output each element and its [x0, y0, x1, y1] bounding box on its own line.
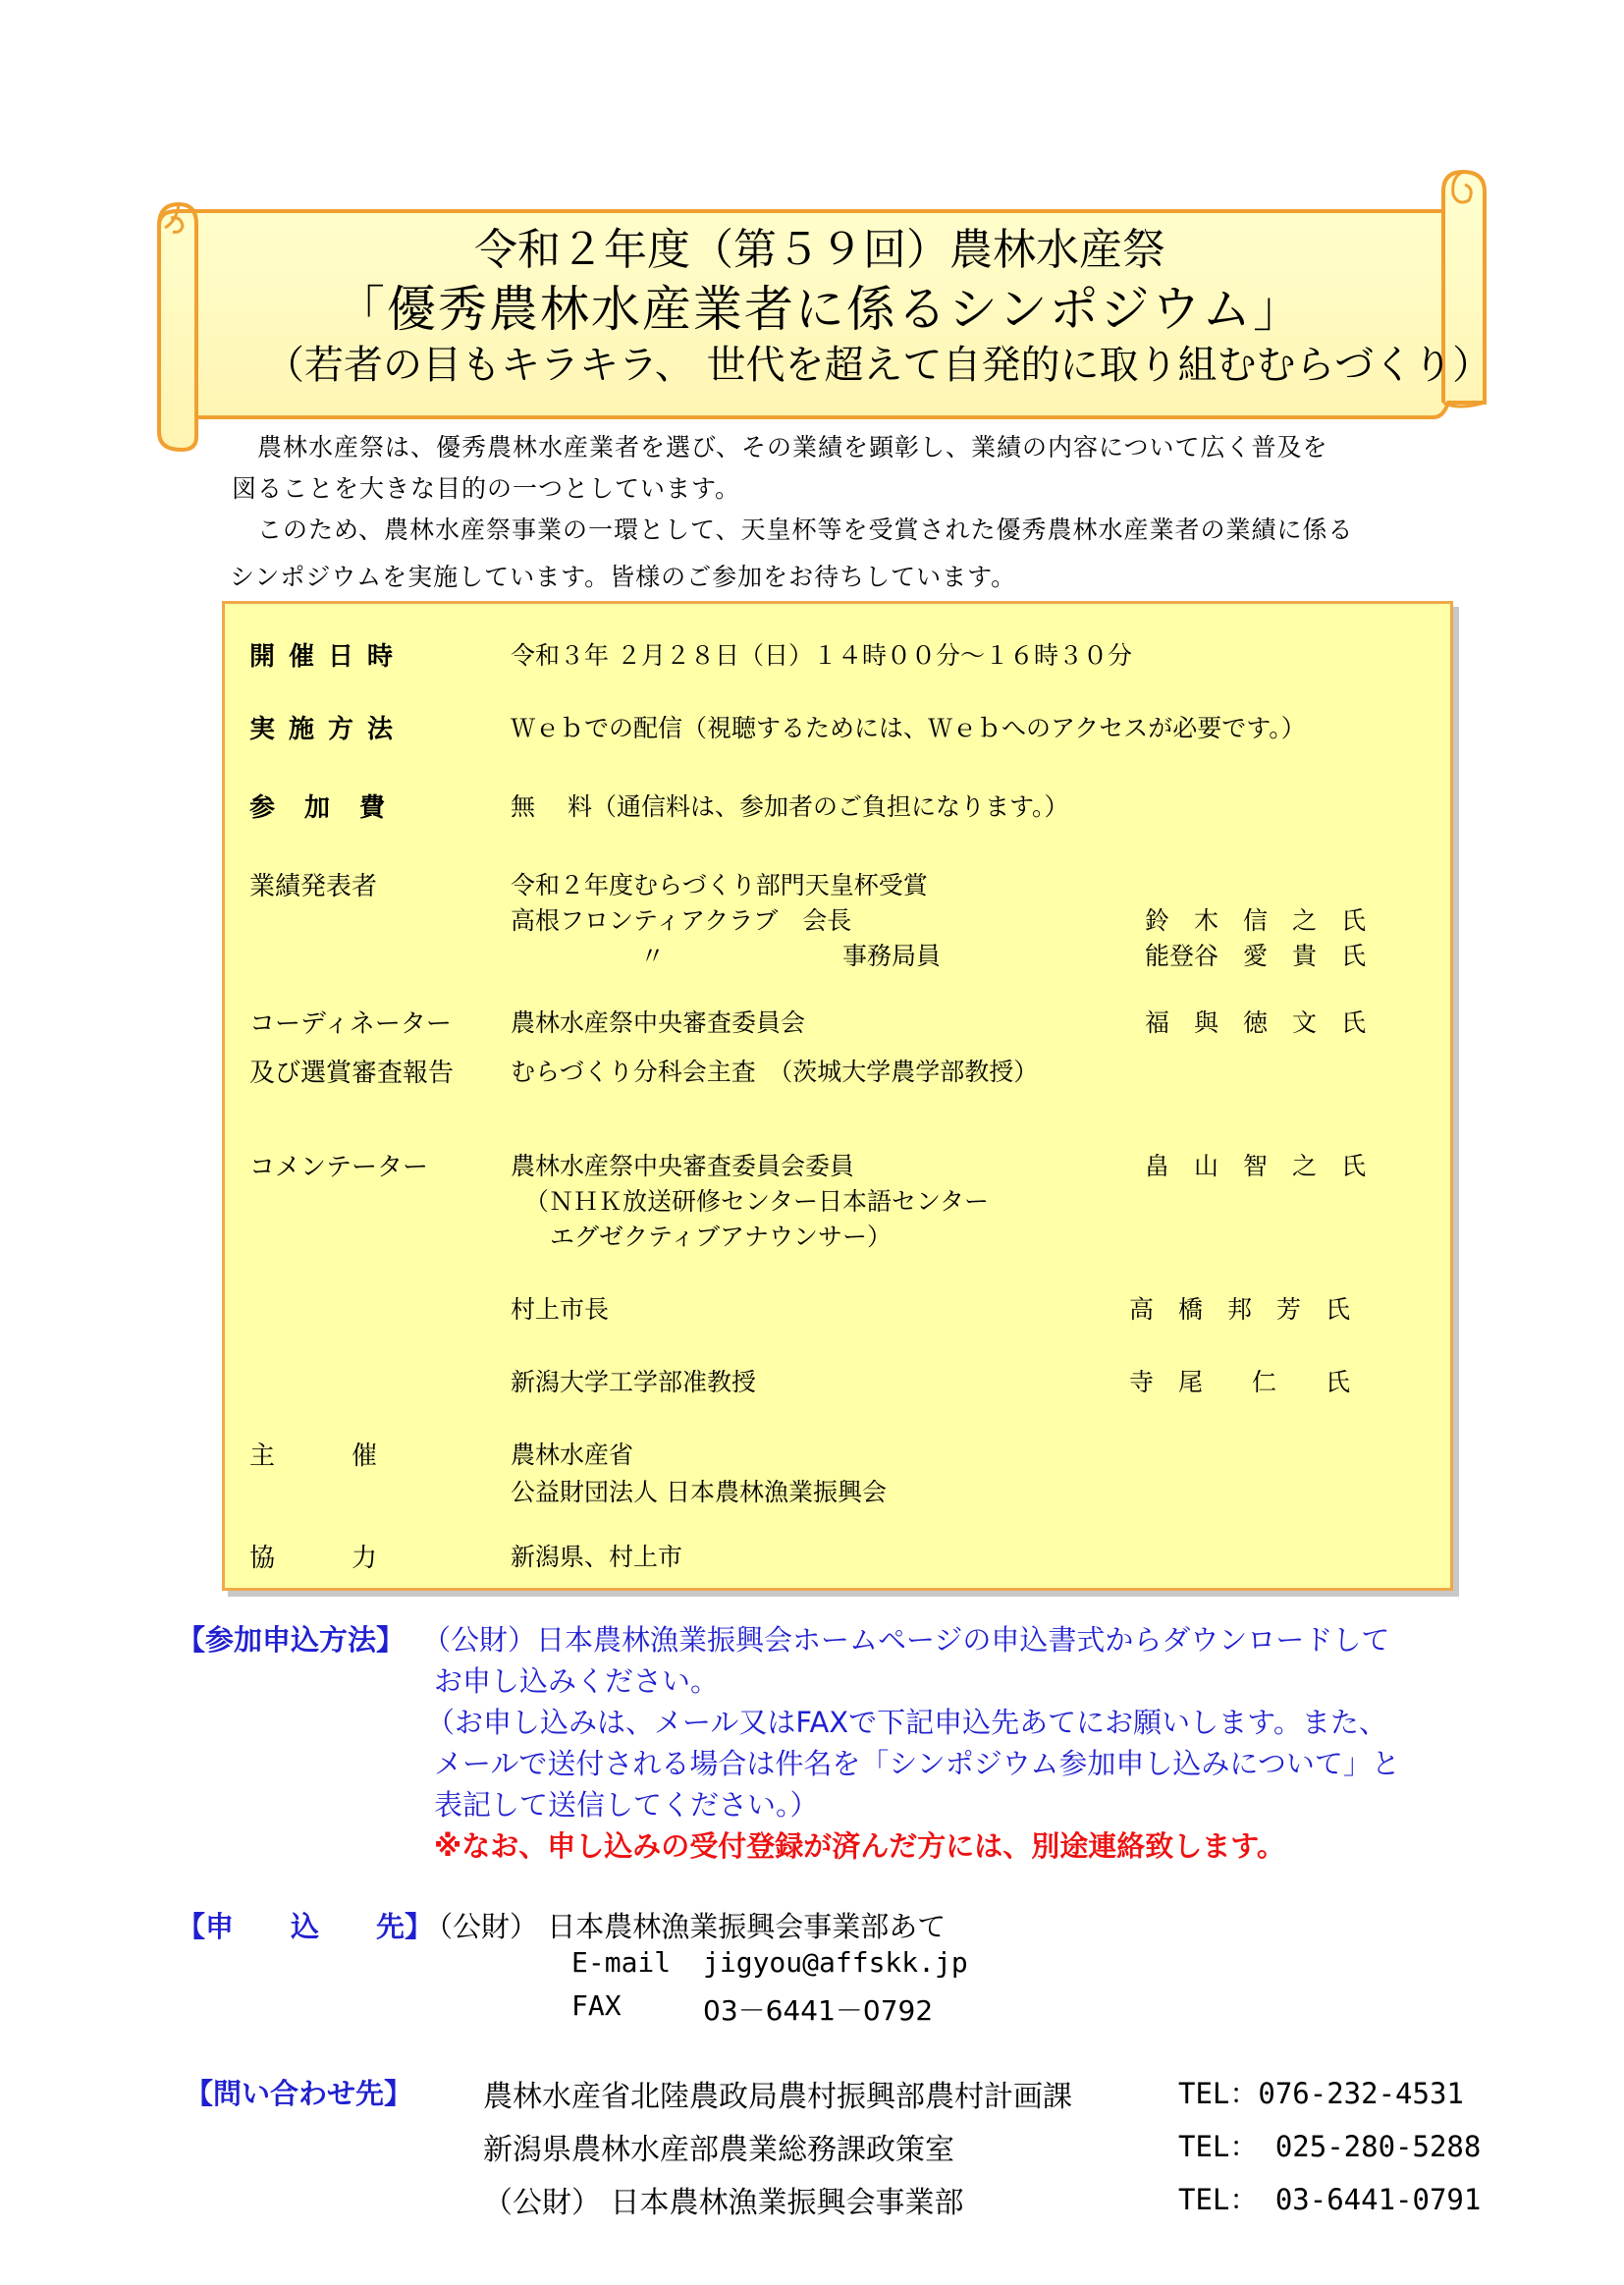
fee-label: 参加費	[249, 793, 415, 823]
banner-title-line1: 令和２年度（第５９回）農林水産祭	[474, 225, 1165, 275]
inquiry-org3: （公財） 日本農林漁業振興会事業部	[483, 2186, 964, 2220]
inquiry-org1: 農林水産省北陸農政局農村振興部農村計画課	[483, 2080, 1072, 2114]
banner-subtitle: （若者の目もキラキラ、 世代を超えて自発的に取り組むむらづくり）	[265, 343, 1492, 388]
presenter-name2: 能登谷 愛 貴 氏	[1145, 942, 1367, 970]
commentator-line1: 農林水産祭中央審査委員会委員	[511, 1152, 855, 1180]
presenter-line3: 事務局員	[842, 942, 942, 970]
fax-label: FAX	[571, 1989, 622, 2022]
destination-label: 【申 込 先】	[177, 1910, 434, 1943]
fax-number: 03－6441－0792	[703, 1994, 934, 2027]
commentator-name2: 高 橋 邦 芳 氏	[1129, 1295, 1351, 1324]
inquiry-org2: 新潟県農林水産部農業総務課政策室	[483, 2133, 954, 2167]
presenter-name1: 鈴 木 信 之 氏	[1145, 906, 1367, 935]
apply-line3: （お申し込みは、メール又はFAXで下記申込先あてにお願いします。また、	[426, 1706, 1387, 1739]
method-value: Ｗｅｂでの配信（視聴するためには、Ｗｅｂへのアクセスが必要です。）	[511, 714, 1306, 742]
commentator-name3: 寺 尾 仁 氏	[1129, 1368, 1351, 1396]
coordinator-name: 福 與 徳 文 氏	[1145, 1008, 1367, 1037]
date-value: 令和３年 ２月２８日（日）１４時００分～１６時３０分	[511, 641, 1132, 670]
email-address[interactable]: jigyou@affskk.jp	[703, 1946, 968, 1979]
inquiry-tel3: TEL： 03-6441-0791	[1178, 2183, 1482, 2216]
event-info-box	[222, 601, 1453, 1591]
apply-line4: メールで送付される場合は件名を「シンポジウム参加申し込みについて」と	[434, 1747, 1400, 1780]
inquiry-tel2: TEL： 025-280-5288	[1178, 2130, 1482, 2163]
host-line2: 公益財団法人 日本農林漁業振興会	[511, 1478, 887, 1506]
commentator-line2: （ＮＨＫ放送研修センター日本語センター	[524, 1187, 990, 1216]
banner-title-line2: 「優秀農林水産業者に係るシンポジウム」	[335, 281, 1305, 338]
host-label: 主 催	[249, 1442, 378, 1471]
presenter-ditto: 〃	[640, 942, 666, 970]
commentator-label: コメンテーター	[249, 1153, 429, 1182]
apply-line5: 表記して送信してください。）	[434, 1788, 819, 1822]
method-label: 実施方法	[249, 715, 407, 744]
apply-note: ※なお、申し込みの受付登録が済んだ方には、別途連絡致します。	[434, 1829, 1285, 1863]
coop-label: 協 力	[249, 1544, 378, 1573]
inquiry-label: 【問い合わせ先】	[185, 2077, 413, 2110]
commentator-name1: 畠 山 智 之 氏	[1145, 1152, 1367, 1180]
destination-line1: （公財） 日本農林漁業振興会事業部あて	[424, 1910, 947, 1943]
coordinator-line2: むらづくり分科会主査 （茨城大学農学部教授）	[511, 1058, 1039, 1086]
apply-line2: お申し込みください。	[434, 1664, 720, 1698]
apply-label: 【参加申込方法】	[177, 1623, 406, 1657]
apply-line1: （公財）日本農林漁業振興会ホームページの申込書式からダウンロードして	[422, 1623, 1390, 1657]
commentator-line5: 新潟大学工学部准教授	[511, 1368, 757, 1396]
coordinator-line1: 農林水産祭中央審査委員会	[511, 1008, 806, 1037]
intro-p2-line2: シンポジウムを実施しています。皆様のご参加をお待ちしています。	[230, 563, 1017, 591]
host-line1: 農林水産省	[511, 1441, 634, 1469]
intro-p1-line1: 農林水産祭は、優秀農林水産業者を選び、その業績を顕彰し、業績の内容について広く普及を	[257, 433, 1328, 462]
coordinator-label1: コーディネーター	[249, 1009, 452, 1039]
coordinator-label2: 及び選賞審査報告	[249, 1059, 455, 1088]
intro-p2-line1: このため、農林水産祭事業の一環として、天皇杯等を受賞された優秀農林水産業者の業績に係る	[257, 516, 1354, 544]
inquiry-tel1: TEL：076-232-4531	[1178, 2077, 1464, 2110]
presenter-line2: 高根フロンティアクラブ 会長	[511, 906, 852, 935]
email-label: E-mail	[571, 1946, 672, 1979]
commentator-line4: 村上市長	[511, 1295, 610, 1324]
fee-value: 無 料（通信料は、参加者のご負担になります。）	[511, 792, 1069, 821]
coop-value: 新潟県、村上市	[511, 1543, 683, 1571]
presenter-label: 業績発表者	[249, 872, 378, 901]
presenter-line1: 令和２年度むらづくり部門天皇杯受賞	[511, 871, 928, 899]
commentator-line3: エグゼクティブアナウンサー）	[550, 1223, 893, 1251]
date-label: 開催日時	[249, 642, 407, 672]
intro-p1-line2: 図ることを大きな目的の一つとしています。	[232, 474, 741, 503]
